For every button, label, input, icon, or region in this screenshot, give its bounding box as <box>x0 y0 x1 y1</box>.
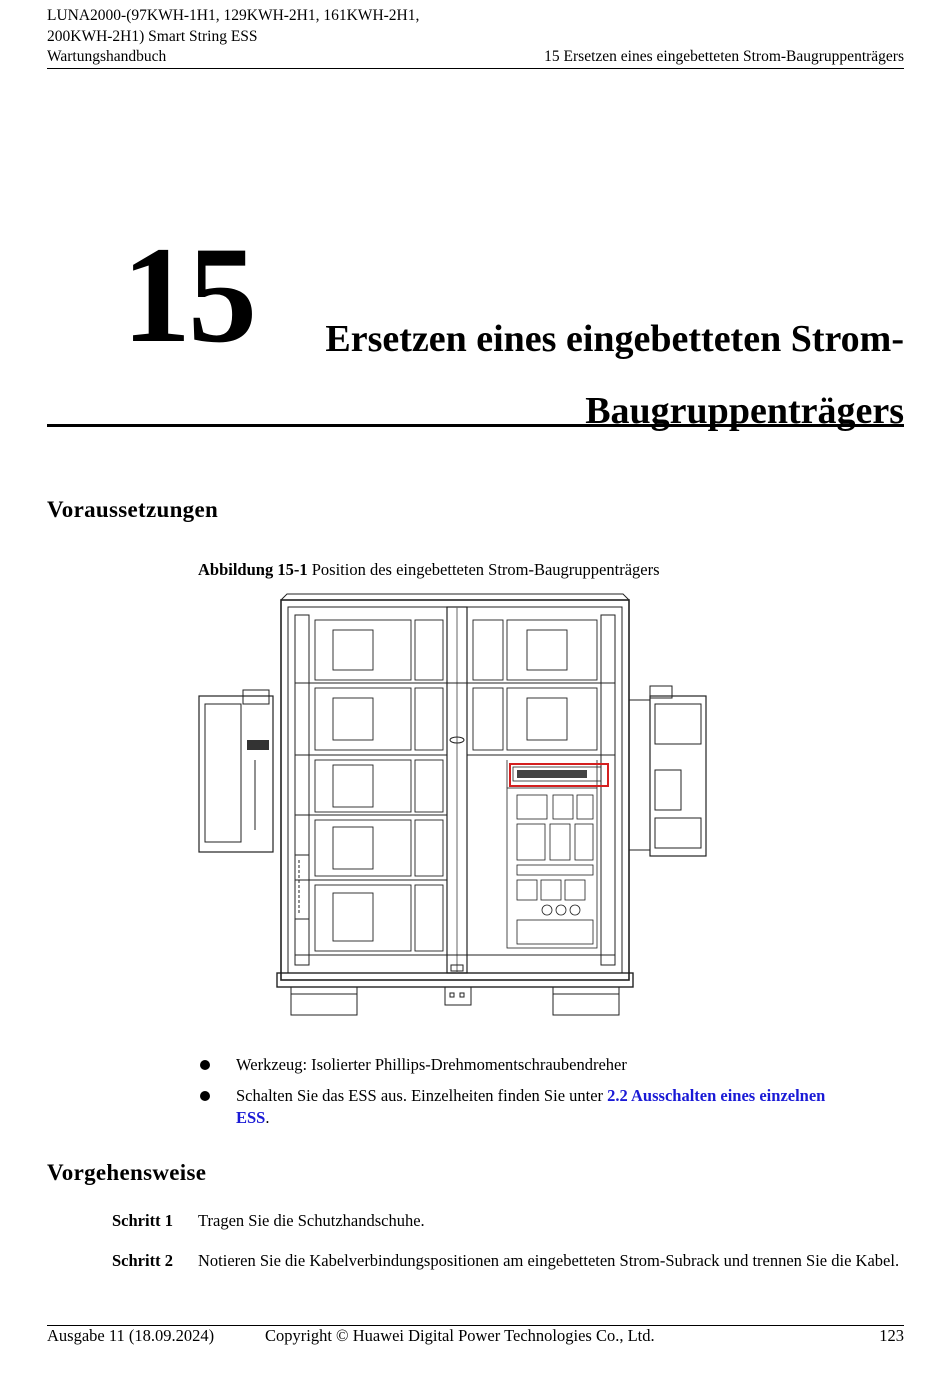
header-section-title: 15 Ersetzen eines eingebetteten Strom-Baugruppenträgers <box>544 48 904 65</box>
prerequisite-list <box>198 1054 848 1138</box>
ess-cabinet-figure <box>195 590 715 1020</box>
bullet-poweroff-suffix: . <box>265 1108 270 1127</box>
footer-issue: Ausgabe 11 (18.09.2024) <box>47 1326 215 1345</box>
figure-caption-text: Position des eingebetteten Strom-Baugruppenträgers <box>311 560 660 579</box>
list-item <box>198 1054 848 1076</box>
bullet-tool-text: Werkzeug: Isolierter Phillips-Drehmomentschraubendreher <box>236 1055 627 1074</box>
chapter-number: 15 <box>122 218 254 371</box>
running-header-left <box>47 6 419 68</box>
bullet-icon <box>200 1091 210 1101</box>
footer-page-number: 123 <box>879 1326 904 1345</box>
bullet-poweroff-prefix: Schalten Sie das ESS aus. Einzelheiten finden Sie unter <box>236 1086 608 1105</box>
procedure-heading: Vorgehensweise <box>47 1160 207 1185</box>
header-product-line2: 200KWH-2H1) Smart String ESS <box>47 27 258 45</box>
step-1 <box>112 1210 902 1232</box>
chapter-title-line2: Baugruppenträgers <box>585 390 904 432</box>
electrical-compartment <box>507 760 597 948</box>
step-2 <box>112 1250 902 1272</box>
step-label: Schritt 2 <box>112 1251 173 1270</box>
step-text: Notieren Sie die Kabelverbindungspositionen am eingebetteten Strom-Subrack und trennen Sie die Kabel. <box>198 1251 900 1270</box>
left-side-box <box>199 690 309 919</box>
list-item <box>198 1085 848 1129</box>
header-product-line1: LUNA2000-(97KWH-1H1, 129KWH-2H1, 161KWH-2H1, <box>47 7 420 24</box>
header-manual-title: Wartungshandbuch <box>47 48 167 65</box>
header-rule <box>47 68 904 69</box>
chapter-rule <box>47 424 904 427</box>
prerequisites-heading: Voraussetzungen <box>47 497 219 522</box>
bullet-icon <box>200 1060 210 1070</box>
step-label: Schritt 1 <box>112 1211 173 1230</box>
poweroff-reference-link[interactable]: 2.2 Ausschalten eines einzelnen ESS <box>236 1086 826 1127</box>
right-side-box <box>629 686 706 856</box>
footer-copyright: Copyright © Huawei Digital Power Technologies Co., Ltd. <box>265 1326 655 1345</box>
cabinet-body <box>277 594 633 1015</box>
figure-label: Abbildung 15-1 <box>198 560 308 579</box>
step-text: Tragen Sie die Schutzhandschuhe. <box>198 1211 425 1230</box>
figure-caption <box>198 560 660 580</box>
chapter-title-line1: Ersetzen eines eingebetteten Strom- <box>325 318 904 360</box>
embedded-power-subrack <box>510 764 608 786</box>
